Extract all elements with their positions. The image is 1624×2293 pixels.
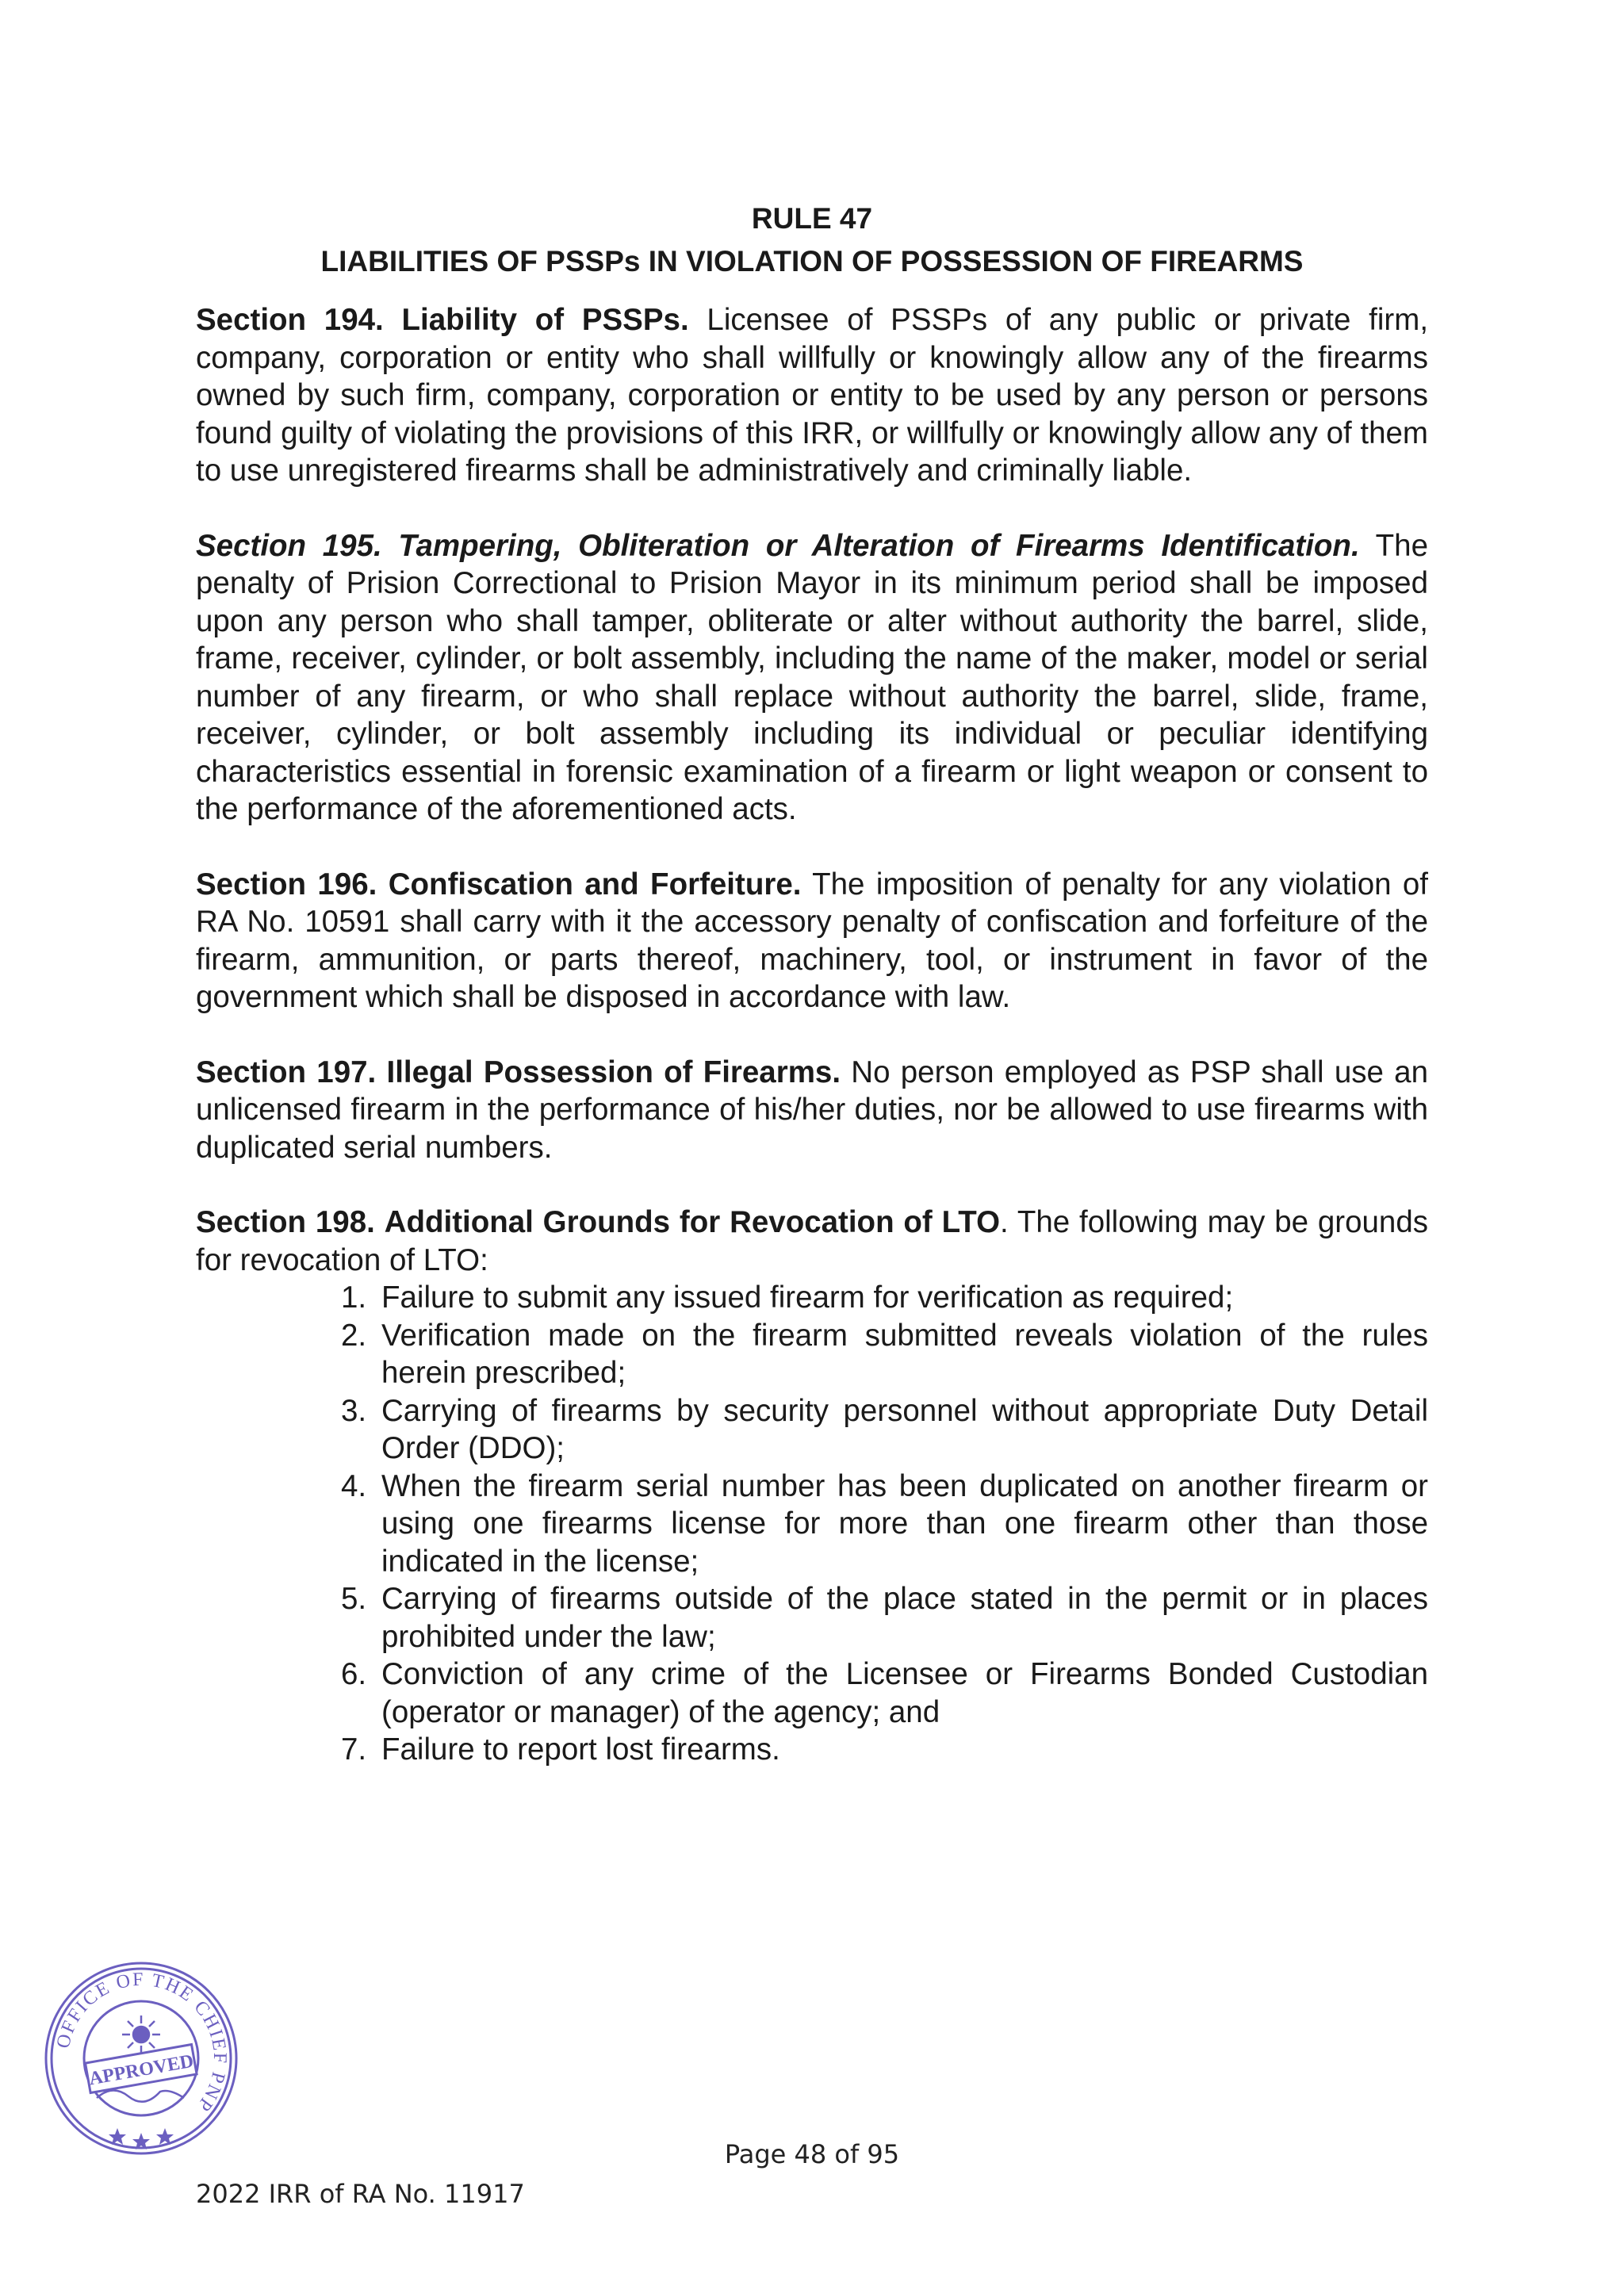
list-item-number: 7. [341, 1732, 367, 1767]
section-number: Section 194. [196, 303, 384, 337]
section-number: Section 198. [196, 1205, 375, 1239]
list-item [196, 1580, 1428, 1656]
section-title: Illegal Possession of Firearms. [386, 1055, 841, 1089]
section-text: . The following may be grounds for revocation of LTO: [196, 1205, 1428, 1277]
svg-text:APPROVED: APPROVED [87, 2050, 196, 2090]
section-194 [196, 301, 1428, 490]
section-198 [196, 1204, 1428, 1279]
section-197 [196, 1054, 1428, 1167]
section-text: No person employed as PSP shall use an unlicensed firearm in the performance of his/her duties, nor be allowed to use firearms with duplicated serial numbers. [196, 1055, 1428, 1165]
section-text: The imposition of penalty for any violation of RA No. 10591 shall carry with it the accessory penalty of confiscation and forfeiture of the firearm, ammunition, or parts thereof, machinery, tool, or instrument in favor of the government which shall be disposed in accordance with law. [196, 867, 1428, 1014]
list-item-text: Carrying of firearms by security personnel without appropriate Duty Detail Order (DDO); [381, 1393, 1428, 1465]
rule-number: RULE 47 [751, 202, 873, 235]
list-item-text: When the firearm serial number has been duplicated on another firearm or using one firearms license for more than one firearm other than those indicated in the license; [381, 1468, 1428, 1579]
list-item-text: Verification made on the firearm submitted reveals violation of the rules herein prescribed; [381, 1318, 1428, 1390]
list-item-text: Conviction of any crime of the Licensee or Firearms Bonded Custodian (operator or manager) of the agency; and [381, 1657, 1428, 1729]
list-item-number: 4. [341, 1468, 367, 1503]
list-item-text: Failure to report lost firearms. [381, 1732, 780, 1767]
list-item-number: 3. [341, 1393, 367, 1428]
section-title: Tampering, Obliteration or Alteration of Firearms Identification. [398, 528, 1360, 563]
list-item [196, 1317, 1428, 1392]
section-text: The penalty of Prision Correctional to Prision Mayor in its minimum period shall be imposed upon any person who shall tamper, obliterate or alter without authority the barrel, slide, frame, receiver, cylinder, or bolt assembly, including the name of the maker, model or serial number of any firearm, or who shall replace without authority the barrel, slide, frame, receiver, cylinder, or bolt assembly including its individual or peculiar identifying characteristics essential in forensic examination of a firearm or light weapon or consent to the performance of the aforementioned acts. [196, 528, 1428, 826]
section-title: Additional Grounds for Revocation of LTO [384, 1205, 1001, 1239]
list-item [196, 1731, 1428, 1769]
list-item-number: 1. [341, 1280, 367, 1315]
section-title: Confiscation and Forfeiture. [388, 867, 802, 902]
list-item [196, 1468, 1428, 1581]
rule-title: LIABILITIES OF PSSPs IN VIOLATION OF POSSESSION OF FIREARMS [320, 245, 1304, 278]
list-item-text: Failure to submit any issued firearm for verification as required; [381, 1280, 1234, 1315]
list-item-number: 6. [341, 1657, 367, 1691]
document-body [196, 301, 1428, 1769]
document-reference: 2022 IRR of RA No. 11917 [196, 2179, 525, 2209]
section-title: Liability of PSSPs. [401, 303, 689, 337]
list-item-text: Carrying of firearms outside of the place stated in the permit or in places prohibited under the law; [381, 1582, 1428, 1654]
list-item-number: 5. [341, 1582, 367, 1616]
approved-seal-stamp [41, 1958, 241, 2158]
list-item [196, 1656, 1428, 1731]
revocation-grounds-list [196, 1279, 1428, 1769]
section-text: Licensee of PSSPs of any public or private firm, company, corporation or entity who shall willfully or knowingly allow any of the firearms owned by such firm, company, corporation or entity to be used by any person or persons found guilty of violating the provisions of this IRR, or willfully or knowingly allow any of them to use unregistered firearms shall be administratively and criminally liable. [196, 303, 1429, 488]
list-item [196, 1279, 1428, 1317]
seal-icon [41, 1958, 241, 2158]
section-number: Section 195. [196, 528, 382, 563]
section-196 [196, 866, 1428, 1016]
section-number: Section 197. [196, 1055, 377, 1089]
page-number: Page 48 of 95 [724, 2139, 900, 2169]
svg-text:OFFICE OF THE CHIEF PNP: OFFICE OF THE CHIEF PNP [52, 1969, 231, 2116]
section-number: Section 196. [196, 867, 377, 902]
list-item-number: 2. [341, 1318, 367, 1353]
section-195 [196, 527, 1428, 829]
list-item [196, 1392, 1428, 1468]
